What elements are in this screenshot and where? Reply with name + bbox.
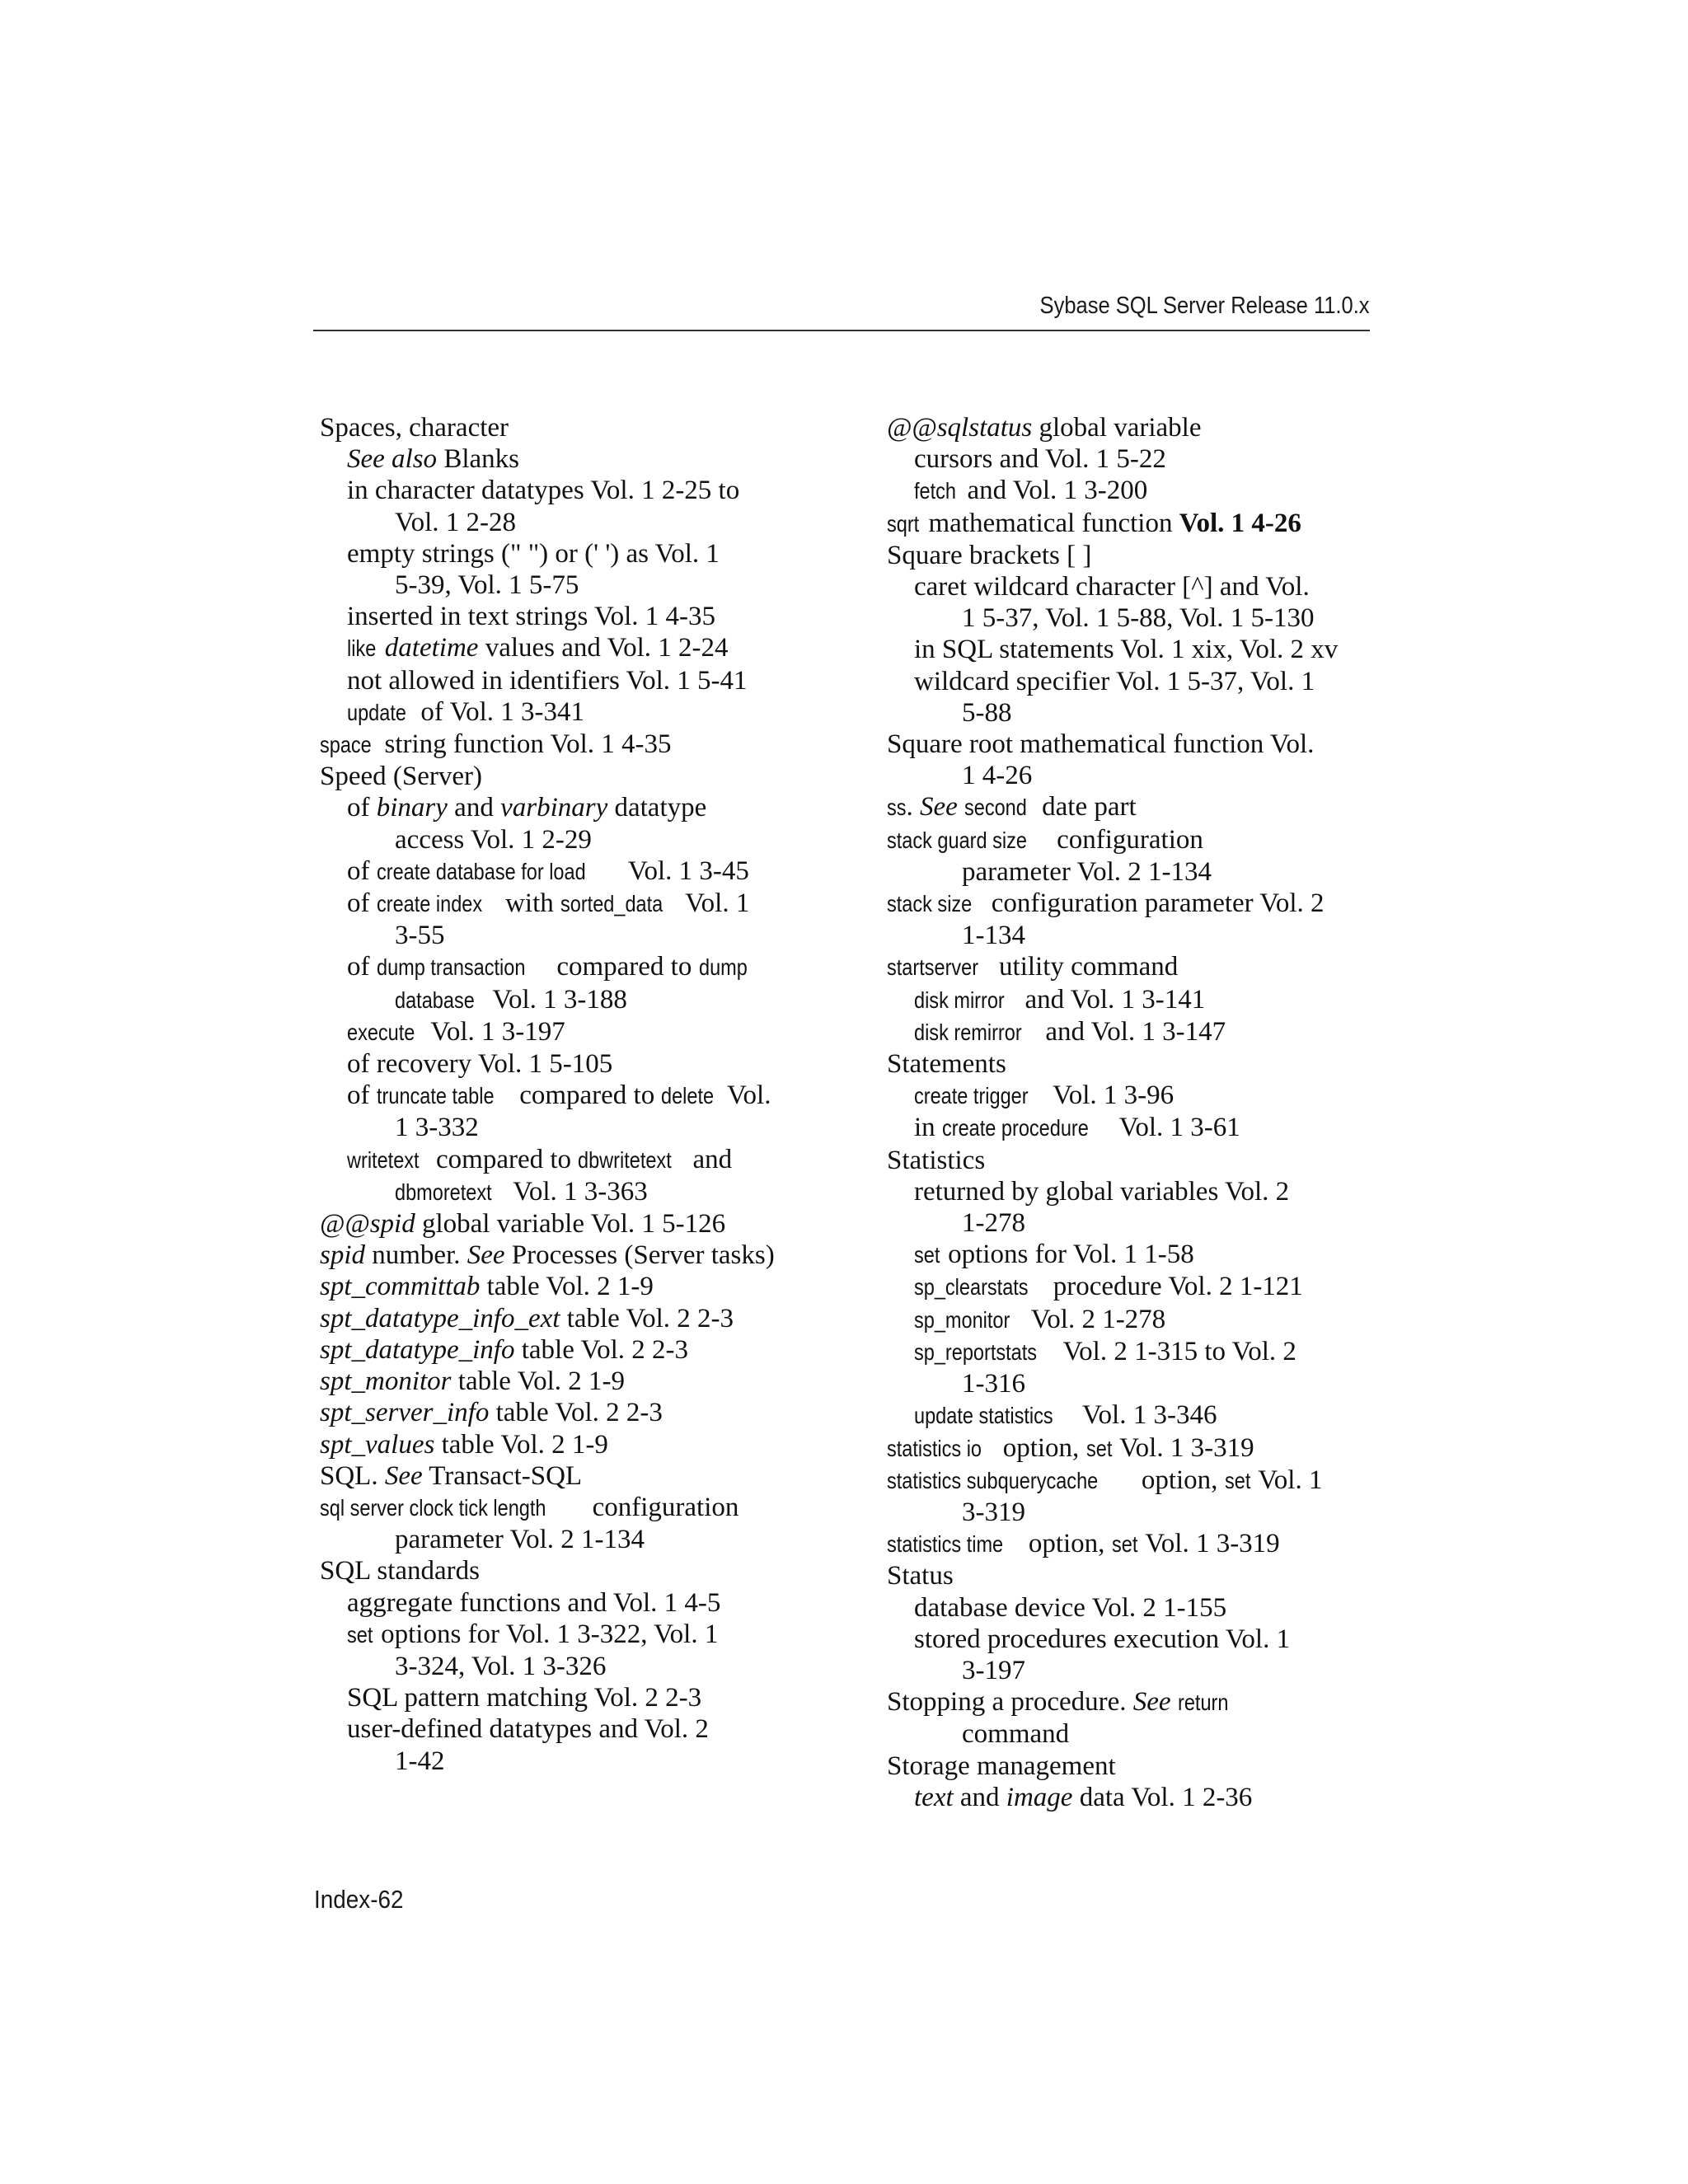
index-entry (320, 1429, 814, 1460)
text-run: text (914, 1782, 954, 1812)
index-entry (320, 1240, 814, 1271)
index-entry: 1-278 (962, 1208, 1025, 1239)
keyword-run: second (964, 794, 1027, 821)
text-run: configuration (585, 1492, 739, 1522)
index-entry (887, 412, 1381, 443)
text-run: table Vol. 2 2-3 (489, 1398, 663, 1428)
keyword-run: return (1177, 1690, 1229, 1716)
index-entry (887, 1112, 1381, 1144)
index-entry: of recovery Vol. 1 5-105 (347, 1049, 613, 1080)
index-entry (887, 1336, 1381, 1368)
index-entry: cursors and Vol. 1 5-22 (914, 444, 1166, 475)
index-entry: caret wildcard character [^] and Vol. (914, 572, 1310, 602)
index-entry: Statements (887, 1049, 1006, 1080)
index-entry (320, 1176, 814, 1208)
running-header: Sybase SQL Server Release 11.0.x (1039, 293, 1370, 319)
index-entry: SQL pattern matching Vol. 2 2-3 (347, 1683, 702, 1713)
text-run: Vol. 1 3-96 (1046, 1080, 1175, 1111)
index-entry: command (962, 1719, 1070, 1750)
index-entry (320, 888, 814, 920)
index-entry (887, 508, 1381, 540)
text-run: global variable Vol. 1 5-126 (415, 1209, 726, 1240)
header-rule (313, 330, 1370, 331)
keyword-run: statistics time (887, 1531, 1004, 1558)
keyword-run: sp_clearstats (914, 1274, 1029, 1301)
index-entry (320, 1303, 814, 1334)
keyword-run: sp_reportstats (914, 1338, 1038, 1365)
index-entry (887, 1271, 1381, 1303)
text-run: date part (1034, 792, 1137, 823)
text-run: options for Vol. 1 1-58 (940, 1240, 1194, 1270)
index-entry: parameter Vol. 2 1-134 (395, 1525, 645, 1555)
text-run: See (920, 792, 958, 823)
index-entry (320, 1208, 814, 1240)
text-run: Vol. 1 (678, 888, 750, 919)
index-entry (320, 1016, 814, 1048)
text-run: and (686, 1144, 733, 1174)
text-run: datatype (607, 793, 707, 823)
text-run: table Vol. 2 1-9 (434, 1429, 608, 1460)
index-entry: user-defined datatypes and Vol. 2 (347, 1714, 709, 1745)
keyword-run: startserver (887, 954, 979, 981)
keyword-run: dump (698, 954, 748, 981)
text-run: image (1006, 1782, 1073, 1812)
keyword-run: fetch (914, 478, 956, 504)
index-entry (320, 855, 814, 888)
index-entry (887, 951, 1381, 983)
keyword-run: dbmoretext (395, 1179, 492, 1205)
index-entry: empty strings (" ") or (' ') as Vol. 1 (347, 538, 720, 569)
keyword-run: stack size (887, 891, 973, 917)
index-entry (887, 1465, 1381, 1497)
index-entry: 3-324, Vol. 1 3-326 (395, 1651, 607, 1681)
text-run: See (467, 1240, 505, 1271)
index-entry: 5-39, Vol. 1 5-75 (395, 570, 579, 601)
keyword-run: like (347, 635, 377, 662)
index-entry (320, 1619, 814, 1651)
index-entry: 5-88 (962, 697, 1012, 728)
index-entry (320, 1080, 814, 1112)
keyword-run: sql server clock tick length (320, 1494, 546, 1521)
index-entry: in character datatypes Vol. 1 2-25 to (347, 476, 740, 506)
keyword-run: space (320, 732, 372, 758)
text-run: spid (320, 1240, 366, 1271)
index-entry: aggregate functions and Vol. 1 4-5 (347, 1587, 721, 1618)
text-run: Vol. 1 3-45 (621, 855, 749, 886)
text-run (378, 633, 385, 663)
text-run: of Vol. 1 3-341 (414, 696, 585, 727)
index-entry: 3-197 (962, 1655, 1025, 1685)
keyword-run: truncate table (376, 1083, 495, 1109)
index-entry (320, 1144, 814, 1176)
text-run: Transact-SQL (422, 1460, 583, 1491)
keyword-run: sorted_data (560, 891, 663, 917)
keyword-run: set (914, 1242, 940, 1268)
keyword-run: disk mirror (914, 987, 1005, 1013)
text-run: table Vol. 2 1-9 (451, 1366, 626, 1397)
keyword-run: update statistics (914, 1403, 1053, 1429)
keyword-run: delete (661, 1083, 715, 1109)
index-entry: wildcard specifier Vol. 1 5-37, Vol. 1 (914, 666, 1315, 696)
keyword-run: set (1085, 1435, 1112, 1461)
text-run: table Vol. 2 2-3 (514, 1334, 689, 1365)
text-run: spt_datatype_info (320, 1334, 515, 1365)
text-run: Vol. 1 3-319 (1138, 1529, 1280, 1559)
text-run: See (384, 1460, 423, 1491)
index-entry: Statistics (887, 1145, 986, 1175)
index-entry: 1-134 (962, 921, 1025, 951)
index-entry (887, 1432, 1381, 1465)
index-entry: Status (887, 1561, 954, 1591)
text-run: Vol. 1 3-346 (1076, 1400, 1217, 1431)
index-column-left (320, 412, 814, 1777)
text-run: option, (1134, 1465, 1225, 1495)
index-entry (320, 696, 814, 729)
text-run: and Vol. 1 3-200 (960, 476, 1148, 506)
text-run: of (347, 952, 377, 982)
text-run: in (914, 1113, 942, 1143)
text-run: option, (1021, 1529, 1112, 1559)
keyword-run: disk remirror (914, 1019, 1022, 1045)
text-run: Vol. (720, 1080, 771, 1111)
text-run: binary (376, 793, 448, 823)
text-run: data Vol. 1 2-36 (1072, 1782, 1253, 1812)
keyword-run: dbwritetext (578, 1146, 673, 1173)
index-entry: Vol. 1 2-28 (395, 507, 516, 537)
text-run: Vol. 1 3-363 (506, 1176, 648, 1207)
index-entry: 1 5-37, Vol. 1 5-88, Vol. 1 5-130 (962, 603, 1315, 634)
text-run: with (498, 888, 560, 919)
keyword-run: writetext (347, 1146, 420, 1173)
text-run: of (347, 1080, 377, 1111)
text-run: table Vol. 2 1-9 (480, 1272, 654, 1302)
text-run: spt_committab (320, 1272, 481, 1302)
text-run: and (953, 1782, 1006, 1812)
keyword-run: statistics io (887, 1435, 982, 1461)
text-run: Vol. 2 1-315 to Vol. 2 (1056, 1336, 1296, 1366)
text-run: compared to (512, 1080, 662, 1111)
keyword-run: sqrt (887, 510, 920, 537)
index-entry (887, 1239, 1381, 1271)
index-entry (320, 729, 814, 761)
index-entry (887, 475, 1381, 507)
index-entry: in SQL statements Vol. 1 xix, Vol. 2 xv (914, 635, 1339, 665)
index-entry (320, 1366, 814, 1397)
index-entry (320, 443, 814, 475)
text-run (1171, 1687, 1178, 1717)
text-run: number. (365, 1240, 467, 1271)
text-run: spt_server_info (320, 1398, 490, 1428)
text-run: Vol. 2 1-278 (1025, 1304, 1166, 1334)
index-entry: parameter Vol. 2 1-134 (962, 856, 1212, 887)
index-entry: 1 3-332 (395, 1113, 479, 1143)
index-entry (320, 792, 814, 823)
index-entry (887, 1080, 1381, 1112)
index-entry (320, 1397, 814, 1428)
text-run: Vol. 1 3-319 (1113, 1432, 1254, 1463)
text-run: of (347, 855, 377, 886)
index-entry: Speed (Server) (320, 762, 483, 792)
keyword-run: set (347, 1621, 373, 1647)
text-run: mathematical function (921, 508, 1179, 538)
index-entry: 1-316 (962, 1369, 1025, 1399)
keyword-run: create trigger (914, 1083, 1029, 1109)
index-entry: returned by global variables Vol. 2 (914, 1176, 1290, 1207)
index-entry: 3-319 (962, 1497, 1025, 1527)
index-entry (887, 1399, 1381, 1432)
index-entry (887, 824, 1381, 856)
text-run: Vol. 1 3-188 (485, 984, 627, 1015)
text-run: global variable (1032, 413, 1202, 443)
index-entry: not allowed in identifiers Vol. 1 5-41 (347, 665, 748, 696)
index-entry: stored procedures execution Vol. 1 (914, 1624, 1291, 1654)
text-run: spt_monitor (320, 1366, 452, 1397)
page-number: Index-62 (314, 1885, 404, 1914)
text-run: See also (347, 444, 438, 475)
text-run: configuration parameter Vol. 2 (984, 888, 1325, 919)
index-entry (320, 1492, 814, 1524)
index-entry (887, 1016, 1381, 1048)
index-entry (320, 1271, 814, 1302)
text-run: @@sqlstatus (887, 413, 1033, 443)
index-entry (320, 951, 814, 983)
index-entry (320, 1334, 814, 1366)
keyword-run: dump transaction (376, 954, 526, 981)
text-run: Vol. 1 3-197 (424, 1016, 565, 1047)
keyword-run: create procedure (941, 1115, 1089, 1141)
text-run: of (347, 793, 377, 823)
index-entry: access Vol. 1 2-29 (395, 824, 592, 855)
text-run: spt_datatype_info_ext (320, 1303, 560, 1333)
text-run: utility command (992, 952, 1179, 982)
keyword-run: sp_monitor (914, 1306, 1010, 1333)
keyword-run: ss (887, 794, 907, 821)
index-entry (320, 1460, 814, 1492)
text-run: compared to (429, 1144, 579, 1174)
text-run: configuration (1049, 824, 1203, 855)
text-run: datetime (384, 633, 479, 663)
index-entry (887, 888, 1381, 920)
text-run: procedure Vol. 2 1-121 (1046, 1272, 1303, 1302)
index-entry: 1 4-26 (962, 761, 1033, 791)
keyword-run: create database for load (376, 858, 586, 884)
index-entry: 3-55 (395, 921, 445, 951)
text-run (958, 792, 964, 822)
text-run: of (347, 888, 377, 919)
text-run: Blanks (437, 444, 519, 475)
text-run: string function Vol. 1 4-35 (377, 729, 672, 760)
index-entry (887, 1528, 1381, 1560)
text-run: Vol. 1 4-26 (1179, 508, 1301, 538)
text-run: See (1132, 1687, 1171, 1718)
index-entry: Square root mathematical function Vol. (887, 729, 1315, 760)
keyword-run: database (395, 987, 475, 1013)
keyword-run: create index (376, 891, 482, 917)
index-entry (887, 791, 1381, 823)
index-entry: Spaces, character (320, 413, 509, 443)
index-entry (887, 1686, 1381, 1718)
text-run: spt_values (320, 1429, 435, 1460)
text-run: and Vol. 1 3-147 (1039, 1016, 1226, 1047)
index-entry (887, 1304, 1381, 1336)
keyword-run: execute (347, 1019, 415, 1045)
keyword-run: set (1111, 1531, 1138, 1558)
text-run: and (447, 793, 501, 823)
text-run: SQL. (320, 1460, 385, 1491)
text-run: values and Vol. 1 2-24 (478, 633, 729, 663)
index-entry: inserted in text strings Vol. 1 4-35 (347, 602, 716, 632)
text-run: Vol. 1 3-61 (1113, 1113, 1240, 1143)
index-entry (320, 632, 814, 664)
text-run: Stopping a procedure. (887, 1687, 1133, 1718)
keyword-run: statistics subquerycache (887, 1467, 1099, 1493)
text-run: Vol. 1 (1251, 1465, 1323, 1495)
text-run: table Vol. 2 2-3 (560, 1303, 734, 1333)
keyword-run: stack guard size (887, 827, 1027, 853)
index-entry (887, 984, 1381, 1016)
index-entry (320, 984, 814, 1016)
keyword-run: update (347, 699, 406, 725)
index-entry: Square brackets [ ] (887, 540, 1092, 570)
text-run: options for Vol. 1 3-322, Vol. 1 (373, 1619, 719, 1649)
text-run: @@spid (320, 1209, 415, 1240)
index-entry: SQL standards (320, 1556, 481, 1586)
text-run: option, (996, 1432, 1086, 1463)
index-entry: Storage management (887, 1750, 1116, 1781)
text-run: compared to (550, 952, 699, 982)
index-entry: 1-42 (395, 1746, 445, 1776)
keyword-run: set (1224, 1467, 1251, 1493)
text-run: . (906, 792, 921, 823)
text-run: Processes (Server tasks) (504, 1240, 775, 1271)
index-entry (887, 1782, 1381, 1813)
index-column-right (887, 412, 1381, 1813)
text-run: and Vol. 1 3-141 (1018, 984, 1206, 1015)
text-run: varbinary (500, 793, 608, 823)
index-entry: database device Vol. 2 1-155 (914, 1592, 1227, 1623)
